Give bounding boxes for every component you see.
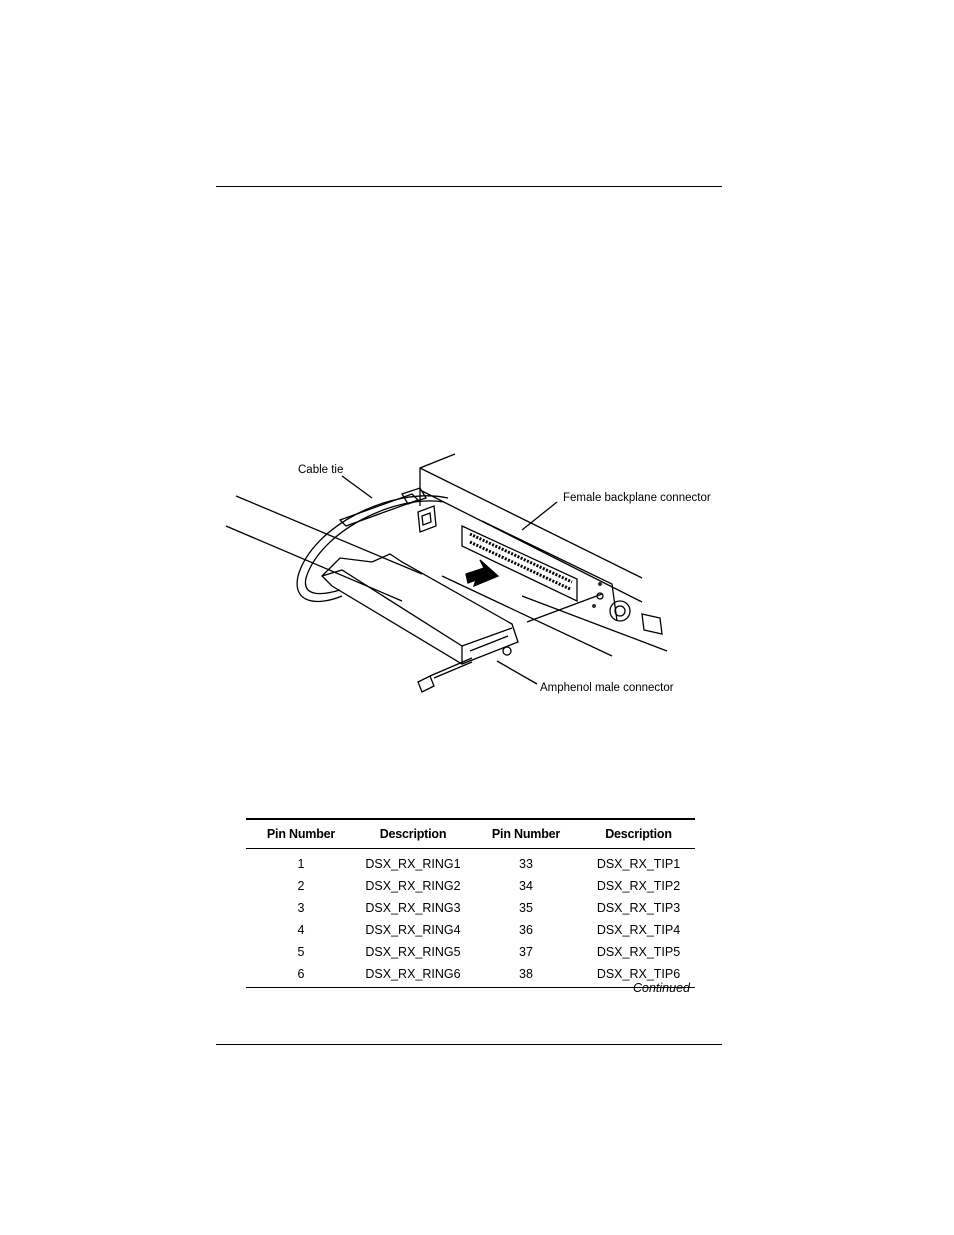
label-amphenol-connector: Amphenol male connector: [540, 682, 674, 694]
header-pin-number: Pin Number: [470, 819, 582, 849]
connector-figure: [222, 446, 722, 716]
cell-pin-number: 1: [297, 857, 305, 871]
cell-description: DSX_RX_RING3: [365, 901, 461, 915]
footer-rule: [216, 1044, 722, 1045]
cell-pin-number: 35: [519, 901, 533, 915]
cell-description: DSX_RX_TIP5: [596, 945, 681, 959]
table-header-row: [246, 819, 695, 849]
header-description: Description: [582, 819, 695, 849]
header-pin-number: Pin Number: [246, 819, 356, 849]
pin-assignment-table: [246, 818, 695, 988]
cell-description: DSX_RX_RING6: [356, 963, 470, 988]
cell-description: DSX_RX_RING1: [365, 857, 461, 871]
table-row: [246, 849, 695, 876]
cell-description: DSX_RX_RING5: [365, 945, 461, 959]
header-description: Description: [356, 819, 470, 849]
header-rule: [216, 186, 722, 187]
cell-description: DSX_RX_RING4: [365, 923, 461, 937]
cell-description: DSX_RX_TIP4: [596, 923, 681, 937]
cell-pin-number: 36: [519, 923, 533, 937]
continued-note: Continued: [633, 981, 690, 995]
cell-description: DSX_RX_TIP3: [596, 901, 681, 915]
cell-description: DSX_RX_TIP6: [582, 963, 695, 988]
cell-pin-number: 4: [297, 923, 305, 937]
table-row: [246, 897, 695, 919]
table-row: [246, 875, 695, 897]
cell-description: DSX_RX_RING2: [365, 879, 461, 893]
table-row: [246, 919, 695, 941]
cell-pin-number: 6: [246, 963, 356, 988]
connector-illustration: [222, 446, 722, 716]
cell-pin-number: 5: [297, 945, 305, 959]
cell-description: DSX_RX_TIP1: [596, 857, 681, 871]
cell-pin-number: 2: [297, 879, 305, 893]
cell-description: DSX_RX_TIP2: [596, 879, 681, 893]
table-row: [246, 941, 695, 963]
cell-pin-number: 38: [470, 963, 582, 988]
cell-pin-number: 33: [519, 857, 533, 871]
label-female-connector: Female backplane connector: [563, 492, 711, 504]
cell-pin-number: 37: [519, 945, 533, 959]
label-cable-tie: Cable tie: [298, 464, 344, 476]
cell-pin-number: 34: [519, 879, 533, 893]
cell-pin-number: 3: [297, 901, 305, 915]
